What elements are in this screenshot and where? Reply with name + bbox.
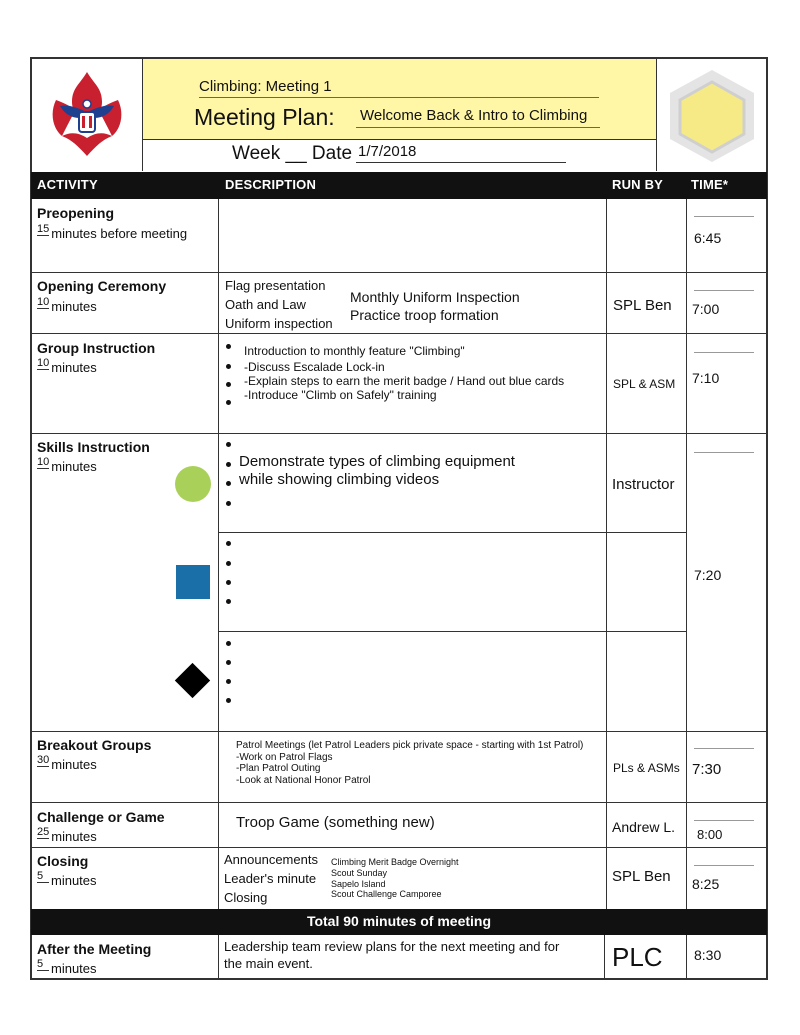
minutes-preopening: 15 minutes before meeting bbox=[37, 223, 188, 241]
breakout-line: -Plan Patrol Outing bbox=[236, 763, 321, 774]
bullet bbox=[226, 400, 231, 405]
minutes-opening: 10 minutes bbox=[37, 296, 97, 314]
activity-opening: Opening Ceremony bbox=[37, 278, 167, 294]
minutes-breakout: 30 minutes bbox=[37, 754, 97, 772]
time-challenge: 8:00 bbox=[697, 827, 723, 842]
closing-note: Scout Challenge Camporee bbox=[331, 889, 442, 899]
bullet bbox=[226, 462, 231, 467]
activity-breakout: Breakout Groups bbox=[37, 737, 152, 753]
col-activity: ACTIVITY bbox=[37, 177, 98, 192]
opening-note: Monthly Uniform Inspection bbox=[350, 289, 520, 305]
closing-item: Closing bbox=[224, 890, 268, 905]
time-blank bbox=[694, 452, 754, 453]
row-divider bbox=[31, 433, 767, 434]
underline bbox=[199, 97, 599, 98]
col-run-by: RUN BY bbox=[612, 177, 664, 192]
underline bbox=[356, 162, 566, 163]
bullet bbox=[226, 698, 231, 703]
time-closing: 8:25 bbox=[692, 876, 720, 892]
skills-line: while showing climbing videos bbox=[239, 471, 440, 488]
bullet bbox=[226, 641, 231, 646]
date-value: 1/7/2018 bbox=[358, 143, 417, 160]
grid-line bbox=[606, 732, 607, 909]
square-marker bbox=[176, 565, 210, 599]
challenge-description: Troop Game (something new) bbox=[236, 814, 435, 831]
bullet bbox=[226, 679, 231, 684]
runby-closing: SPL Ben bbox=[612, 868, 671, 885]
closing-item: Leader's minute bbox=[224, 871, 317, 886]
closing-note: Sapelo Island bbox=[331, 879, 386, 889]
activity-preopening: Preopening bbox=[37, 205, 115, 221]
row-divider bbox=[31, 333, 767, 334]
row-divider bbox=[218, 631, 686, 632]
grid-line bbox=[604, 935, 605, 979]
grid-line bbox=[218, 935, 219, 979]
row-divider bbox=[31, 731, 767, 732]
runby-opening: SPL Ben bbox=[613, 297, 672, 314]
closing-item: Announcements bbox=[224, 852, 318, 867]
row-divider bbox=[31, 847, 767, 848]
bullet bbox=[226, 541, 231, 546]
bullet bbox=[226, 344, 231, 349]
hexagon-icon bbox=[664, 66, 760, 166]
minutes-challenge: 25 minutes bbox=[37, 826, 97, 844]
bullet bbox=[226, 382, 231, 387]
bullet bbox=[226, 501, 231, 506]
minutes-after: 5 minutes bbox=[37, 958, 97, 976]
time-skills: 7:20 bbox=[694, 567, 722, 583]
week-date-label: Week __ Date bbox=[232, 143, 353, 164]
bullet bbox=[226, 580, 231, 585]
col-description: DESCRIPTION bbox=[225, 177, 317, 192]
bullet bbox=[226, 364, 231, 369]
time-blank bbox=[694, 820, 754, 821]
opening-item: Flag presentation bbox=[225, 278, 326, 293]
divider bbox=[143, 139, 656, 140]
activity-skills: Skills Instruction bbox=[37, 439, 150, 455]
divider bbox=[142, 59, 143, 171]
grid-line bbox=[606, 534, 607, 732]
runby-skills: Instructor bbox=[612, 476, 675, 493]
group-line: -Discuss Escalade Lock-in bbox=[244, 360, 385, 374]
col-time: TIME* bbox=[691, 177, 729, 192]
breakout-line: -Work on Patrol Flags bbox=[236, 752, 333, 763]
activity-group: Group Instruction bbox=[37, 340, 156, 356]
breakout-line: -Look at National Honor Patrol bbox=[236, 775, 371, 786]
bsa-logo bbox=[42, 66, 132, 166]
row-divider bbox=[31, 272, 767, 273]
group-line: Introduction to monthly feature "Climbing" bbox=[244, 344, 465, 358]
bullet bbox=[226, 481, 231, 486]
time-blank bbox=[694, 290, 754, 291]
plan-value: Welcome Back & Intro to Climbing bbox=[360, 107, 588, 124]
time-preopening: 6:45 bbox=[694, 230, 722, 246]
time-blank bbox=[694, 352, 754, 353]
activity-after: After the Meeting bbox=[37, 941, 152, 957]
opening-note: Practice troop formation bbox=[350, 307, 499, 323]
bullet bbox=[226, 442, 231, 447]
minutes-closing: 5 minutes bbox=[37, 870, 97, 888]
bullet bbox=[226, 599, 231, 604]
after-description: Leadership team review plans for the next meeting and for bbox=[224, 939, 560, 954]
grid-line bbox=[606, 199, 607, 534]
bullet bbox=[226, 660, 231, 665]
grid-line bbox=[686, 935, 687, 979]
plan-label: Meeting Plan: bbox=[194, 104, 335, 130]
meeting-title: Climbing: Meeting 1 bbox=[199, 78, 332, 95]
activity-closing: Closing bbox=[37, 853, 89, 869]
time-after: 8:30 bbox=[694, 947, 722, 963]
time-blank bbox=[694, 216, 754, 217]
runby-after: PLC bbox=[612, 942, 663, 972]
underline bbox=[356, 127, 600, 128]
group-line: -Explain steps to earn the merit badge / Hand out blue cards bbox=[244, 374, 565, 388]
time-breakout: 7:30 bbox=[692, 761, 722, 778]
time-opening: 7:00 bbox=[692, 301, 720, 317]
total-minutes: Total 90 minutes of meeting bbox=[306, 913, 492, 929]
time-group: 7:10 bbox=[692, 370, 720, 386]
runby-group: SPL & ASM bbox=[613, 377, 676, 391]
bullet bbox=[226, 561, 231, 566]
activity-challenge: Challenge or Game bbox=[37, 809, 165, 825]
circle-marker bbox=[175, 466, 211, 502]
time-blank bbox=[694, 865, 754, 866]
time-blank bbox=[694, 748, 754, 749]
minutes-skills: 10 minutes bbox=[37, 456, 97, 474]
closing-note: Scout Sunday bbox=[331, 868, 388, 878]
opening-item: Uniform inspection bbox=[225, 316, 333, 331]
skills-line: Demonstrate types of climbing equipment bbox=[239, 453, 515, 470]
row-divider bbox=[31, 802, 767, 803]
divider bbox=[656, 59, 657, 171]
minutes-group: 10 minutes bbox=[37, 357, 97, 375]
closing-note: Climbing Merit Badge Overnight bbox=[331, 857, 459, 867]
runby-breakout: PLs & ASMs bbox=[613, 761, 680, 775]
opening-item: Oath and Law bbox=[225, 297, 306, 312]
runby-challenge: Andrew L. bbox=[612, 819, 676, 835]
group-line: -Introduce "Climb on Safely" training bbox=[244, 388, 437, 402]
breakout-line: Patrol Meetings (let Patrol Leaders pick private space - starting with 1st Patrol) bbox=[236, 740, 584, 751]
row-divider bbox=[218, 532, 686, 533]
after-description: the main event. bbox=[224, 956, 313, 971]
